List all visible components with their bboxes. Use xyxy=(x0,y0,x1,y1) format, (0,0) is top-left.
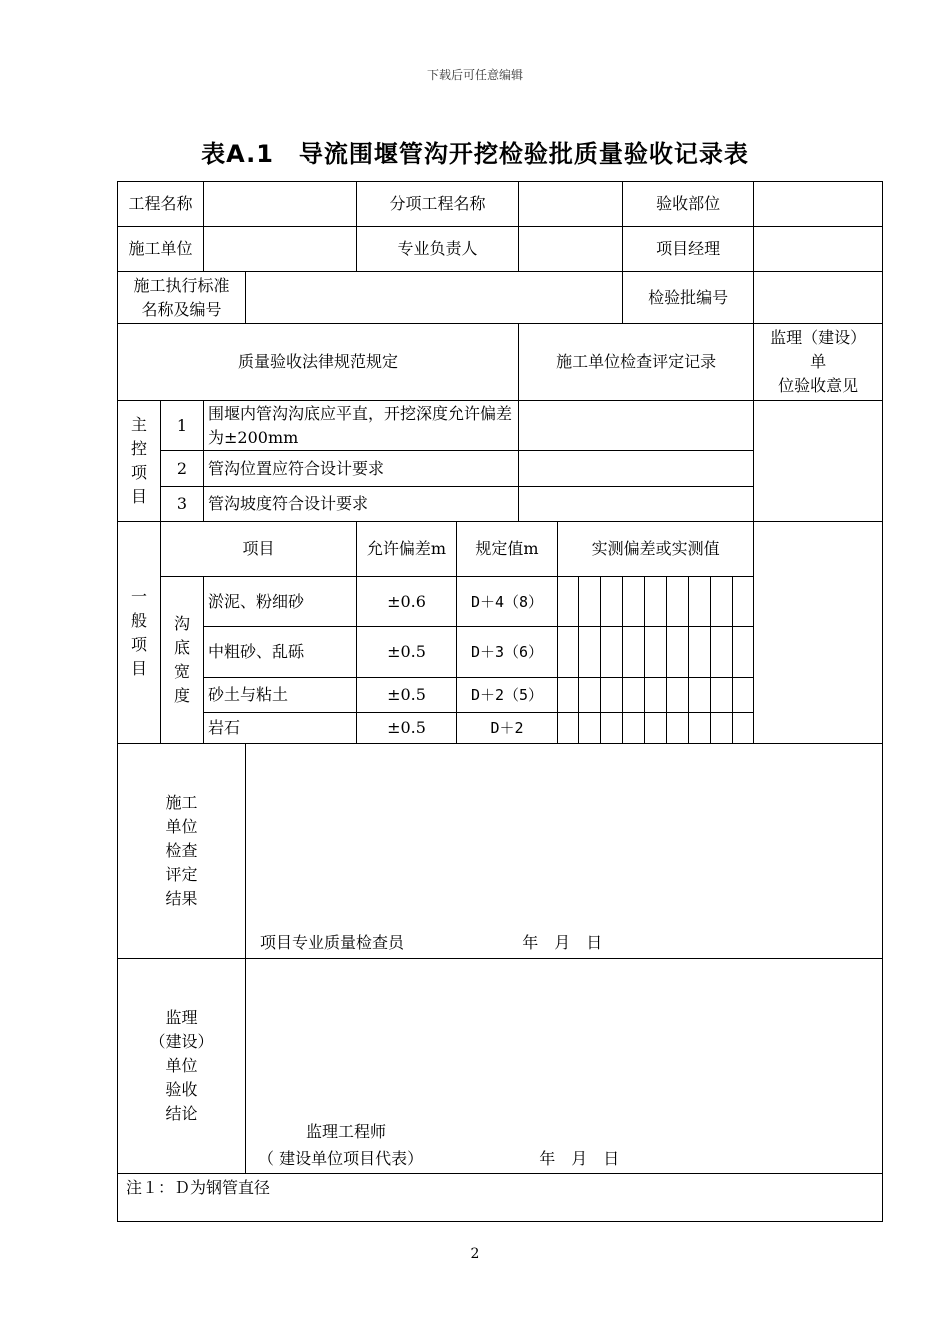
general-char: 目 xyxy=(130,658,147,678)
rep-label: （ 建设单位项目代表） xyxy=(258,1149,424,1168)
measure-cell[interactable] xyxy=(623,627,645,678)
main-item-record[interactable] xyxy=(519,451,754,487)
field-project-manager[interactable] xyxy=(754,227,883,272)
measure-cell[interactable] xyxy=(558,678,579,713)
measure-cell[interactable] xyxy=(645,577,667,627)
construction-result-area[interactable] xyxy=(246,744,883,959)
measure-cell[interactable] xyxy=(689,627,711,678)
label-batch-no: 检验批编号 xyxy=(623,272,754,324)
field-standard[interactable] xyxy=(246,272,623,324)
heading-regulation: 质量验收法律规范规定 xyxy=(118,324,519,401)
main-item-text: 管沟坡度符合设计要求 xyxy=(204,487,519,522)
measure-cell[interactable] xyxy=(579,627,601,678)
measure-cell[interactable] xyxy=(733,627,754,678)
measure-cell[interactable] xyxy=(558,713,579,744)
general-row-spec: D＋4（8） xyxy=(457,577,558,627)
measure-cell[interactable] xyxy=(601,627,623,678)
measure-cell[interactable] xyxy=(689,713,711,744)
supervision-result-area[interactable] xyxy=(246,959,883,1174)
measure-cell[interactable] xyxy=(733,678,754,713)
heading-supervision-line2: 单 xyxy=(810,352,827,371)
supervision-result-char: 单位 xyxy=(165,1056,198,1075)
measure-cell[interactable] xyxy=(623,713,645,744)
measure-cell[interactable] xyxy=(579,577,601,627)
trench-char: 底 xyxy=(174,638,191,657)
acceptance-form-table xyxy=(117,181,883,1222)
main-supervision-opinion[interactable] xyxy=(754,401,883,522)
field-sub-project-name[interactable] xyxy=(519,182,623,227)
general-label xyxy=(118,522,161,744)
label-standard xyxy=(118,272,246,324)
measure-cell[interactable] xyxy=(711,627,733,678)
trench-char: 度 xyxy=(174,686,191,705)
general-row-spec: D＋3（6） xyxy=(457,627,558,678)
measure-cell[interactable] xyxy=(689,678,711,713)
field-acceptance-part[interactable] xyxy=(754,182,883,227)
main-item-text: 管沟位置应符合设计要求 xyxy=(204,451,519,487)
main-item-record[interactable] xyxy=(519,487,754,522)
main-control-char: 控 xyxy=(130,439,147,458)
general-row-name: 砂土与粘土 xyxy=(204,678,357,713)
measure-cell[interactable] xyxy=(667,627,689,678)
general-row-tol: ±0.5 xyxy=(357,678,457,713)
construction-result-label xyxy=(118,744,246,959)
general-row-spec: D＋2（5） xyxy=(457,678,558,713)
main-control-char: 主 xyxy=(130,415,147,434)
measure-cell[interactable] xyxy=(558,627,579,678)
label-project-manager: 项目经理 xyxy=(623,227,754,272)
supervision-signature-line xyxy=(246,1146,882,1173)
heading-supervision xyxy=(754,324,883,401)
general-char: 一 xyxy=(130,586,147,606)
measure-cell[interactable] xyxy=(711,713,733,744)
page-title: 表A.1 导流围堰管沟开挖检验批质量验收记录表 xyxy=(201,140,749,168)
construction-result-char: 结果 xyxy=(165,889,198,908)
general-supervision-opinion[interactable] xyxy=(754,522,883,744)
main-control-char: 项 xyxy=(130,463,147,482)
label-construction-unit: 施工单位 xyxy=(118,227,204,272)
measure-cell[interactable] xyxy=(667,713,689,744)
label-acceptance-part: 验收部位 xyxy=(623,182,754,227)
measure-cell[interactable] xyxy=(579,678,601,713)
construction-result-char: 评定 xyxy=(165,865,198,884)
trench-width-label xyxy=(161,577,204,744)
col-tolerance: 允许偏差m xyxy=(357,522,457,577)
main-item-no: 1 xyxy=(161,401,204,451)
measure-cell[interactable] xyxy=(667,577,689,627)
label-sub-project-name: 分项工程名称 xyxy=(357,182,519,227)
measure-cell[interactable] xyxy=(667,678,689,713)
general-row-name: 中粗砂、乱砾 xyxy=(204,627,357,678)
measure-cell[interactable] xyxy=(689,577,711,627)
footnote: 注１：Ｄ为钢管直径 xyxy=(118,1174,883,1222)
measure-cell[interactable] xyxy=(601,713,623,744)
label-professional-lead: 专业负责人 xyxy=(357,227,519,272)
general-row-tol: ±0.5 xyxy=(357,627,457,678)
supervision-result-char: 监理 xyxy=(165,1008,198,1027)
construction-result-char: 施工 xyxy=(165,793,198,812)
trench-char: 宽 xyxy=(174,662,191,681)
general-char: 项 xyxy=(130,634,147,654)
col-item: 项目 xyxy=(161,522,357,577)
inspector-label: 项目专业质量检查员 xyxy=(260,933,405,952)
field-batch-no[interactable] xyxy=(754,272,883,324)
header-note: 下载后可任意编辑 xyxy=(426,68,523,82)
supervision-result-char: （建设） xyxy=(149,1032,214,1051)
main-control-char: 目 xyxy=(130,487,147,506)
measure-cell[interactable] xyxy=(645,678,667,713)
measure-cell[interactable] xyxy=(645,627,667,678)
measure-cell[interactable] xyxy=(733,713,754,744)
general-char: 般 xyxy=(130,610,147,630)
measure-cell[interactable] xyxy=(711,577,733,627)
construction-result-char: 检查 xyxy=(165,841,198,860)
main-control-label xyxy=(118,401,161,522)
field-project-name[interactable] xyxy=(204,182,357,227)
measure-cell[interactable] xyxy=(645,713,667,744)
supervision-result-label xyxy=(118,959,246,1174)
construction-date: 年 月 日 xyxy=(522,933,603,952)
general-row-tol: ±0.6 xyxy=(357,577,457,627)
general-row-tol: ±0.5 xyxy=(357,713,457,744)
main-item-no: 3 xyxy=(161,487,204,522)
heading-supervision-line3: 位验收意见 xyxy=(778,376,859,395)
label-project-name: 工程名称 xyxy=(118,182,204,227)
supervision-engineer-line: 监理工程师 xyxy=(306,1122,387,1141)
field-construction-unit[interactable] xyxy=(204,227,357,272)
heading-construction-record: 施工单位检查评定记录 xyxy=(519,324,754,401)
main-item-no: 2 xyxy=(161,451,204,487)
measure-cell[interactable] xyxy=(711,678,733,713)
supervision-result-char: 结论 xyxy=(165,1104,198,1123)
col-measured: 实测偏差或实测值 xyxy=(558,522,754,577)
measure-cell[interactable] xyxy=(558,577,579,627)
main-item-record[interactable] xyxy=(519,401,754,451)
general-row-spec: D＋2 xyxy=(457,713,558,744)
trench-char: 沟 xyxy=(174,614,191,633)
field-professional-lead[interactable] xyxy=(519,227,623,272)
measure-cell[interactable] xyxy=(579,713,601,744)
main-item-text: 围堰内管沟沟底应平直，开挖深度允许偏差为±200mm xyxy=(204,401,519,451)
general-row-name: 岩石 xyxy=(204,713,357,744)
label-standard-line1: 施工执行标准 xyxy=(133,275,230,295)
measure-cell[interactable] xyxy=(601,577,623,627)
label-standard-line2: 名称及编号 xyxy=(141,299,222,319)
heading-supervision-line1: 监理（建设） xyxy=(770,328,867,347)
page-number: 2 xyxy=(470,1246,480,1262)
measure-cell[interactable] xyxy=(733,577,754,627)
measure-cell[interactable] xyxy=(623,577,645,627)
col-spec: 规定值m xyxy=(457,522,558,577)
supervision-result-char: 验收 xyxy=(165,1080,198,1099)
construction-signature-line xyxy=(246,930,882,958)
measure-cell[interactable] xyxy=(601,678,623,713)
supervision-date: 年 月 日 xyxy=(539,1149,620,1168)
construction-result-char: 单位 xyxy=(165,817,198,836)
general-row-name: 淤泥、粉细砂 xyxy=(204,577,357,627)
measure-cell[interactable] xyxy=(623,678,645,713)
